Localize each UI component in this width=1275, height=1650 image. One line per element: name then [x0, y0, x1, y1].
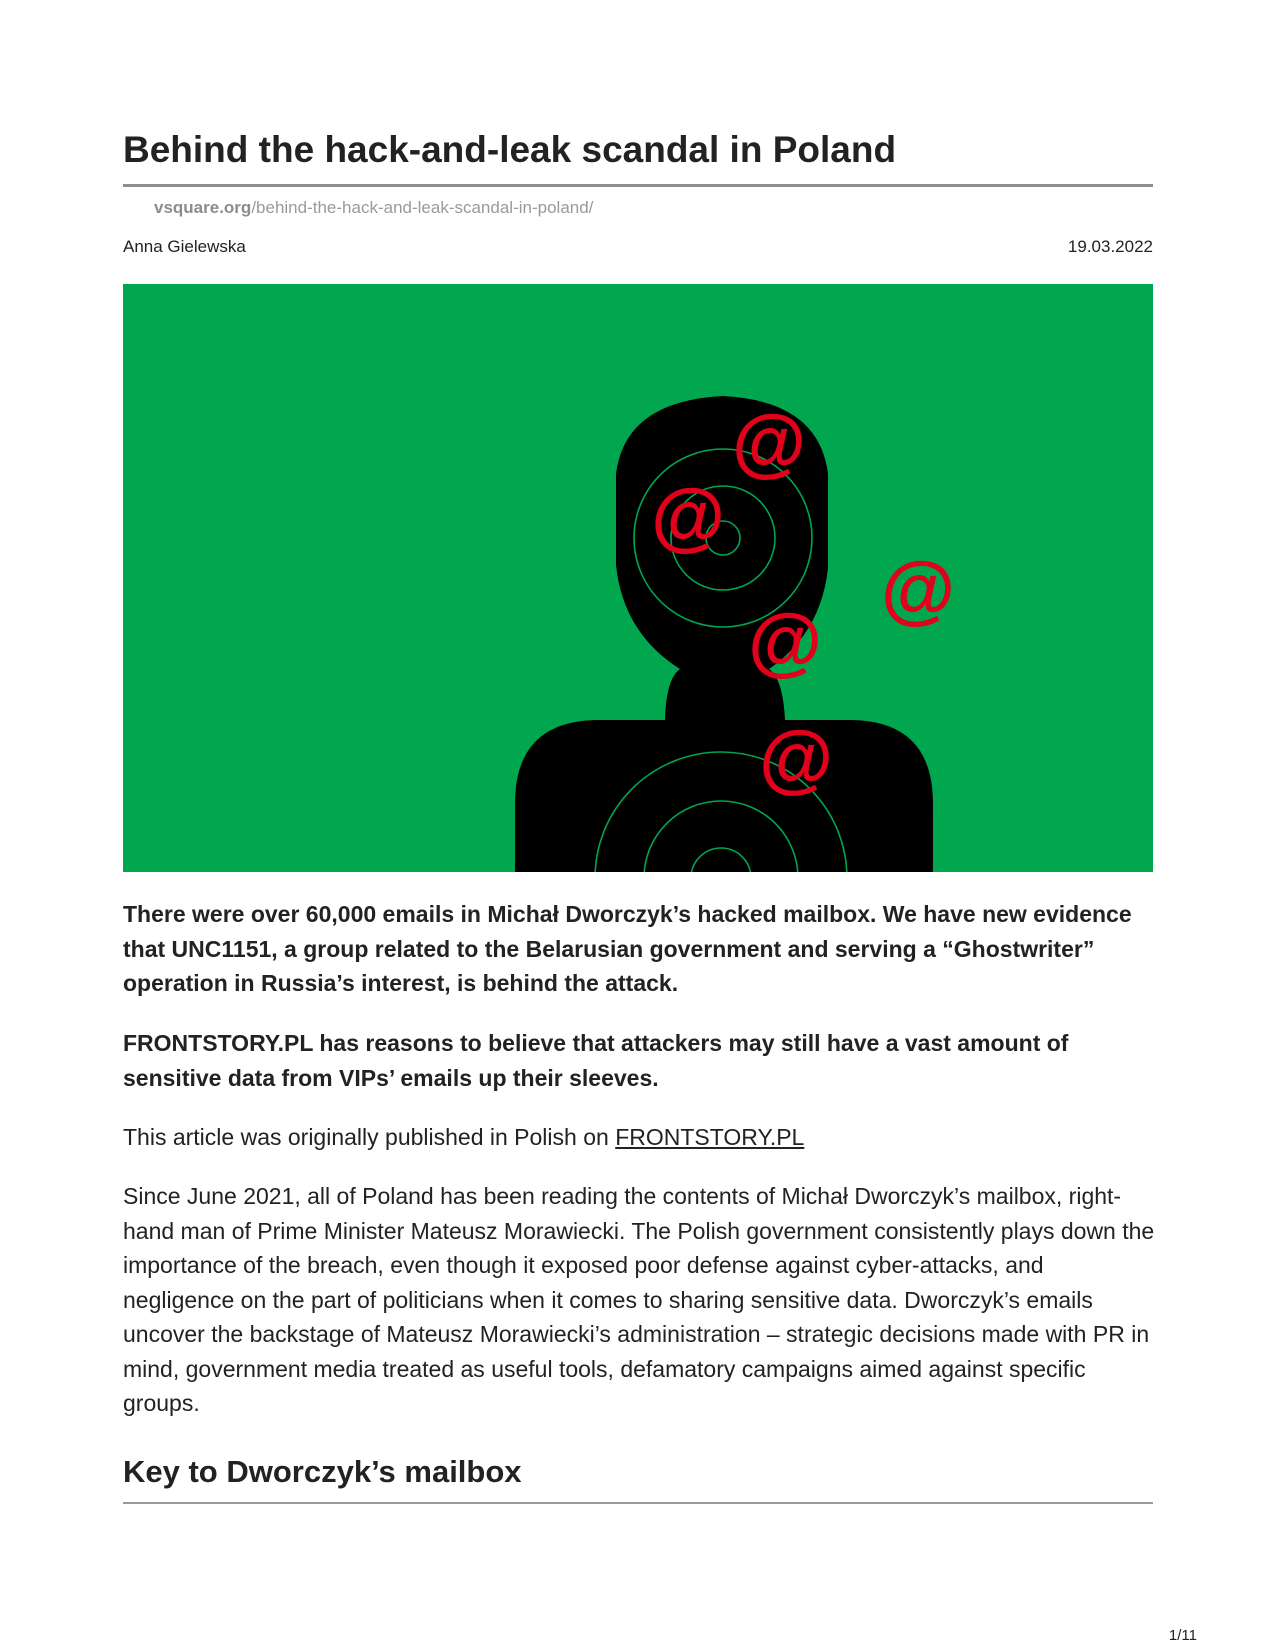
- origin-note-text: This article was originally published in Polish on: [123, 1124, 616, 1150]
- lead-paragraph: There were over 60,000 emails in Michał Dworczyk’s hacked mailbox. We have new evidence that UNC1151, a group related to the Belarusian government and serving a “Ghostwriter” operation in Russia’s interest, is behind the attack.: [123, 901, 1132, 996]
- at-symbol-icon: @: [747, 599, 823, 684]
- lead-paragraph: FRONTSTORY.PL has reasons to believe that attackers may still have a vast amount of sensitive data from VIPs’ emails up their sleeves.: [123, 1030, 1069, 1091]
- source-path[interactable]: /behind-the-hack-and-leak-scandal-in-poland/: [251, 198, 594, 217]
- source-url[interactable]: [154, 197, 593, 219]
- at-symbol-icon: @: [880, 547, 956, 632]
- at-symbol-icon: @: [650, 474, 726, 559]
- article-author: Anna Gielewska: [123, 237, 246, 256]
- article-title: Behind the hack-and-leak scandal in Poland: [123, 129, 897, 170]
- page-number: 1/11: [1168, 1627, 1197, 1644]
- title-divider: [123, 184, 1153, 187]
- source-domain[interactable]: vsquare.org: [154, 198, 252, 217]
- section-heading: Key to Dworczyk’s mailbox: [123, 1454, 522, 1489]
- origin-note: [123, 1120, 1155, 1155]
- frontstory-link[interactable]: FRONTSTORY.PL: [615, 1124, 805, 1150]
- target-silhouette-graphic: [123, 284, 1153, 872]
- hero-illustration: [123, 284, 1153, 872]
- at-symbol-icon: @: [758, 716, 834, 801]
- section-divider: [123, 1502, 1153, 1504]
- article-date: 19.03.2022: [1067, 237, 1153, 256]
- body-paragraph: Since June 2021, all of Poland has been reading the contents of Michał Dworczyk’s mailbox, right-hand man of Prime Minister Mateusz Morawiecki. The Polish government consistently plays down the importance of the breach, even though it exposed poor defense against cyber-attacks, and negligence on the part of politicians when it comes to sharing sensitive data. Dworczyk’s emails uncover the backstage of Mateusz Morawiecki’s administration – strategic decisions made with PR in mind, government media treated as useful tools, defamatory campaigns aimed against specific groups.: [123, 1183, 1155, 1416]
- at-symbol-icon: @: [731, 400, 807, 485]
